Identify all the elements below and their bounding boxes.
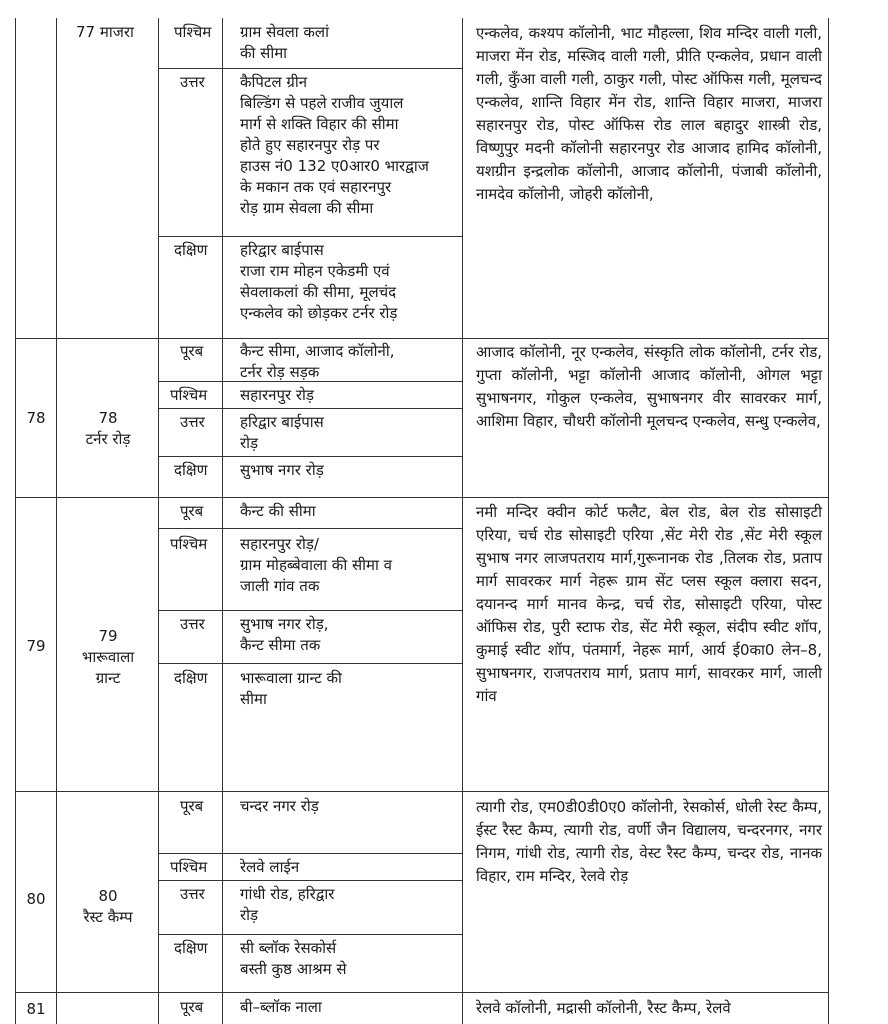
table-rule — [828, 18, 829, 1024]
ward-name: 80 रैस्ट कैम्प — [83, 887, 133, 926]
sub-row-rule — [158, 934, 463, 935]
direction-label: दक्षिण — [174, 939, 208, 957]
sub-row-rule — [158, 610, 463, 611]
direction-label: उत्तर — [180, 885, 205, 903]
direction-label: उत्तर — [180, 615, 205, 633]
sub-row-rule — [158, 68, 463, 69]
serial-number: 80 — [26, 890, 46, 908]
table-rule — [158, 18, 159, 1024]
boundary-text: कैपिटल ग्रीन बिल्डिंग से पहले राजीव जुयाल मार्ग से शक्ति विहार की सीमा होते हुए सहारनपुर रोड़ पर हाउस नं0 132 ए0आर0 भारद्वाज के मकान तक एवं सहारनपुर रोड़ ग्राम सेवला की सीमा — [240, 73, 429, 217]
direction-label: उत्तर — [180, 413, 205, 431]
sub-row-rule — [158, 663, 463, 664]
sub-row-rule — [158, 528, 463, 529]
direction-label: पूरब — [180, 342, 204, 360]
direction-label: दक्षिण — [174, 669, 208, 687]
ward-name: 77 माजरा — [76, 23, 134, 41]
direction-label: उत्तर — [180, 73, 205, 91]
row-rule — [15, 992, 829, 993]
boundary-text: सी ब्लॉक रेसकोर्स बस्ती कुष्ठ आश्रम से — [240, 939, 347, 978]
boundary-text: कैन्ट की सीमा — [240, 502, 316, 520]
boundary-text: बी–ब्लॉक नाला — [240, 998, 322, 1016]
direction-label: पूरब — [180, 998, 204, 1016]
ward-name: 78 टर्नर रोड़ — [85, 409, 131, 448]
direction-label: पूरब — [180, 797, 204, 815]
boundary-text: हरिद्वार बाईपास रोड़ — [240, 413, 324, 452]
sub-row-rule — [158, 408, 463, 409]
direction-label: पूरब — [180, 502, 204, 520]
localities-text: रेलवे कॉलोनी, मद्रासी कॉलोनी, रैस्ट कैम्प, रेलवे — [476, 999, 731, 1017]
sub-row-rule — [158, 456, 463, 457]
boundary-text: सहारनपुर रोड़/ ग्राम मोहब्बेवाला की सीमा व जाली गांव तक — [240, 535, 392, 595]
sub-row-rule — [158, 853, 463, 854]
localities-text: आजाद कॉलोनी, नूर एन्कलेव, संस्कृति लोक कॉलोनी, टर्नर रोड, गुप्ता कॉलोनी, भट्टा कॉलोनी आजाद कॉलोनी, ओगल भट्टा सुभाषनगर, गोकुल एन्कलेव, सुभाषनगर वीर सावरकर मार्ग, आशिमा विहार, चौधरी कॉलोनी मूलचन्द एन्कलेव, सन्धु एन्कलेव, — [476, 343, 822, 430]
localities-text: नमी मन्दिर क्वीन कोर्ट फलैट, बेल रोड, बेल रोड सोसाइटी एरिया, चर्च रोड सोसाइटी एरिया ,सेंट मेरी रोड ,सेंट मेरी स्कूल सुभाष नगर लाजपतराय मार्ग,गुरूनानक रोड ,तिलक रोड, प्रताप मार्ग सावरकर मार्ग नेहरू ग्राम सेंट प्लस स्कूल क्लारा सदन, दयानन्द मार्ग मानव केन्द्र, चर्च रोड, सोसाइटी एरिया, पोस्ट ऑफिस रोड, पुरी स्टाफ रोड, सेंट मेरी स्कूल, संदीप स्वीट शॉप, कुमाई स्वीट शॉप, पंतमार्ग, नेहरू मार्ग, आर्य ई0का0 लेन–8, सुभाषनगर, राजपतराय मार्ग, प्रताप मार्ग, सावरकर मार्ग, जाली गांव — [476, 503, 822, 705]
sub-row-rule — [158, 880, 463, 881]
direction-label: पश्चिम — [170, 535, 208, 553]
row-rule — [15, 791, 829, 792]
ward-name: 79 भारूवाला ग्रान्ट — [81, 627, 135, 687]
boundary-text: चन्दर नगर रोड़ — [240, 797, 319, 815]
serial-number: 78 — [26, 409, 46, 427]
localities-text: एन्कलेव, कश्यप कॉलोनी, भाट मौहल्ला, शिव मन्दिर वाली गली, माजरा मेंन रोड, मस्जिद वाली गली, प्रीति एन्कलेव, प्रधान वाली गली, कुँआ वाली गली, ठाकुर गली, पोस्ट ऑफिस गली, मूलचन्द एन्कलेव, शान्ति विहार मेंन रोड, शान्ति विहार माजरा, माजरा सहारनपुर रोड, पोस्ट ऑफिस रोड लाल बहादुर शास्त्री रोड, विष्णुपुर मदनी कॉलोनी सहारनपुर रोड आजाद हामिद कॉलोनी, यशग्रीन इन्द्रलोक कॉलोनी, आजाद कॉलोनी, पंजाबी कॉलोनी, नामदेव कॉलोनी, जोहरी कॉलोनी, — [476, 24, 822, 203]
boundary-text: हरिद्वार बाईपास राजा राम मोहन एकेडमी एवं सेवलाकलां की सीमा, मूलचंद एन्कलेव को छोड़कर टर्नर रोड़ — [240, 241, 398, 322]
boundary-text: सुभाष नगर रोड़, कैन्ट सीमा तक — [240, 615, 329, 654]
boundary-text: सुभाष नगर रोड़ — [240, 461, 324, 479]
serial-number: 81 — [26, 1000, 46, 1018]
boundary-text: सहारनपुर रोड़ — [240, 386, 314, 404]
table-rule — [462, 18, 463, 1024]
row-rule — [15, 497, 829, 498]
table-rule — [15, 18, 16, 1024]
boundary-text: रेलवे लाईन — [240, 858, 300, 876]
boundary-text: ग्राम सेवला कलां की सीमा — [240, 23, 329, 62]
localities-text: त्यागी रोड, एम0डी0डी0ए0 कॉलोनी, रेसकोर्स, धोली रेस्ट कैम्प, ईस्ट रैस्ट कैम्प, त्यागी रोड, वर्णी जैन विद्यालय, चन्दरनगर, नगर निगम, गांधी रोड, त्यागी रोड, वेस्ट रैस्ट कैम्प, चन्दर रोड, नानक विहार, राम मन्दिर, रेलवे रोड़ — [476, 798, 822, 885]
direction-label: दक्षिण — [174, 241, 208, 259]
direction-label: पश्चिम — [170, 858, 208, 876]
sub-row-rule — [158, 236, 463, 237]
table-rule — [222, 18, 223, 1024]
row-rule — [15, 338, 829, 339]
serial-number: 79 — [26, 637, 46, 655]
table-rule — [56, 18, 57, 1024]
direction-label: दक्षिण — [174, 461, 208, 479]
direction-label: पश्चिम — [174, 23, 212, 41]
boundary-text: भारूवाला ग्रान्ट की सीमा — [240, 669, 342, 708]
boundary-text: कैन्ट सीमा, आजाद कॉलोनी, टर्नर रोड़ सड़क — [240, 342, 395, 381]
boundary-text: गांधी रोड, हरिद्वार रोड़ — [240, 885, 335, 924]
direction-label: पश्चिम — [170, 386, 208, 404]
